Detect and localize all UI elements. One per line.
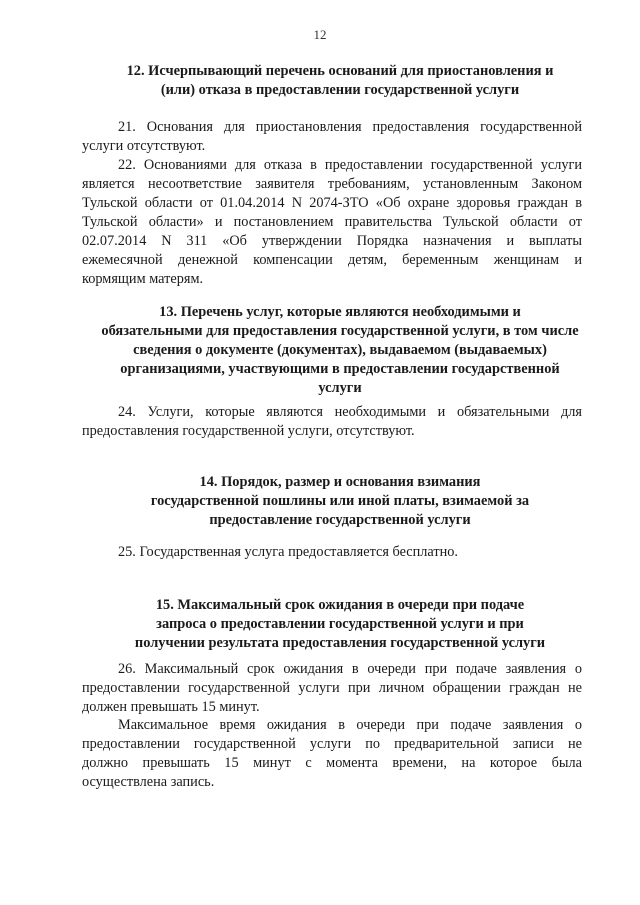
- heading-line: организациями, участвующими в предоставлении государственной: [120, 361, 560, 377]
- paragraph-line: Тульской области от 01.04.2014 N 2074-ЗТО «Об охране здоровья граждан в: [82, 195, 582, 211]
- heading-line: услуги: [318, 380, 362, 396]
- heading-line: 15. Максимальный срок ожидания в очереди при подаче: [155, 597, 525, 613]
- paragraph-line: должен превышать 15 минут.: [82, 699, 260, 715]
- paragraph-line: предоставлении государственной услуги при личном обращении граждан не: [82, 680, 582, 696]
- paragraph-line: 21. Основания для приостановления предоставления государственной: [118, 119, 582, 135]
- paragraph-line: 02.07.2014 N 311 «Об утверждении Порядка назначения и выплаты: [82, 233, 582, 249]
- paragraph-line: услуги отсутствуют.: [82, 138, 206, 154]
- section-heading-14: [90, 473, 590, 530]
- paragraph-line: 24. Услуги, которые являются необходимыми и обязательными для: [118, 404, 582, 420]
- paragraph-line: должно превышать 15 минут с момента времени, на которое была: [82, 755, 582, 771]
- paragraph-21: [82, 118, 582, 156]
- heading-line: государственной пошлины или иной платы, взимаемой за: [150, 493, 530, 509]
- heading-line: обязательными для предоставления государственной услуги, в том числе: [101, 323, 579, 339]
- heading-line: получении результата предоставления государственной услуги: [134, 635, 546, 651]
- paragraph-line: 22. Основаниями для отказа в предоставлении государственной услуги: [118, 157, 582, 173]
- paragraph-22: [82, 156, 582, 289]
- paragraph-line: ежемесячной денежной компенсации детям, беременным женщинам и: [82, 252, 582, 268]
- section-heading-13: [90, 303, 590, 398]
- paragraph-line: предоставлении государственной услуги по предварительной записи не: [82, 736, 582, 752]
- heading-line: предоставление государственной услуги: [209, 512, 471, 528]
- heading-line: 12. Исчерпывающий перечень оснований для приостановления и: [126, 63, 554, 79]
- section-heading-12: [90, 62, 590, 100]
- paragraph-line: осуществлена запись.: [82, 774, 215, 790]
- paragraph-line: Максимальное время ожидания в очереди при подаче заявления о: [118, 717, 582, 733]
- paragraph-line: является несоответствие заявителя требованиям, установленным Законом: [82, 176, 582, 192]
- paragraph-line: 26. Максимальный срок ожидания в очереди при подаче заявления о: [118, 661, 582, 677]
- paragraph-25: [82, 543, 582, 562]
- heading-line: 13. Перечень услуг, которые являются необходимыми и: [159, 304, 521, 320]
- paragraph-max-wait-time: [82, 716, 582, 792]
- paragraph-line: 25. Государственная услуга предоставляется бесплатно.: [118, 544, 458, 560]
- paragraph-26: [82, 660, 582, 717]
- page-number: 12: [313, 27, 327, 42]
- paragraph-24: [82, 403, 582, 441]
- heading-line: 14. Порядок, размер и основания взимания: [199, 474, 481, 490]
- paragraph-line: предоставления государственной услуги, отсутствуют.: [82, 423, 415, 439]
- paragraph-line: кормящим матерям.: [82, 271, 204, 287]
- heading-line: запроса о предоставлении государственной услуги и при: [156, 616, 524, 632]
- paragraph-line: Тульской области» и постановлением правительства Тульской области от: [82, 214, 582, 230]
- section-heading-15: [90, 596, 590, 653]
- heading-line: сведения о документе (документах), выдаваемом (выдаваемых): [133, 342, 547, 358]
- heading-line: (или) отказа в предоставлении государственной услуги: [160, 82, 520, 98]
